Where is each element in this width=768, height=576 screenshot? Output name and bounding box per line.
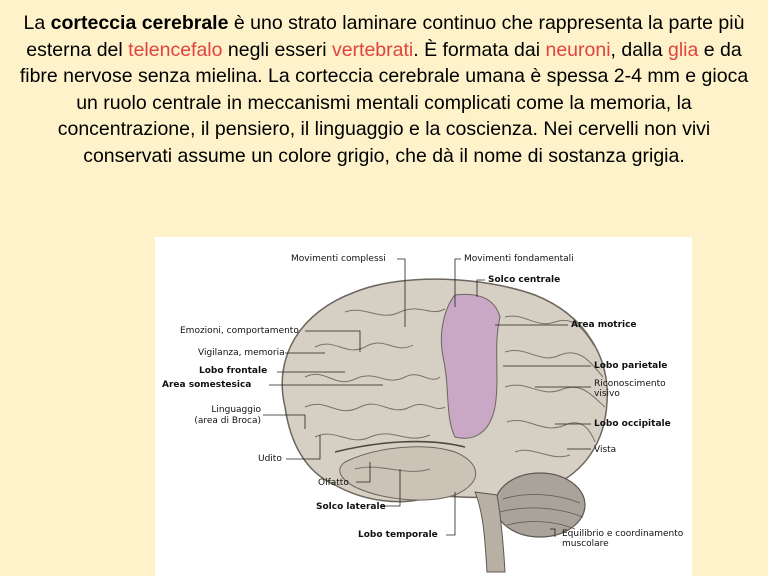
- link-vertebrati[interactable]: vertebrati: [331, 38, 414, 61]
- label-solco-laterale: Solco laterale: [316, 502, 386, 512]
- label-area-motrice: Area motrice: [571, 320, 637, 330]
- brain-diagram: [155, 237, 692, 576]
- label-lobo-occipitale: Lobo occipitale: [594, 419, 671, 429]
- label-emozioni-comportamento: Emozioni, comportamento: [180, 326, 299, 336]
- label-vista: Vista: [594, 445, 617, 455]
- text-run: , dalla: [610, 38, 668, 61]
- label-riconoscimento: Riconoscimento: [594, 379, 666, 389]
- label-olfatto: Olfatto: [318, 478, 349, 488]
- slide-paragraph: [18, 10, 750, 169]
- link-glia[interactable]: glia: [668, 38, 699, 61]
- text-run: e da fibre nervose senza mielina. La corteccia cerebrale umana è spessa 2-4 mm e gioca un ruolo centrale in meccanismi mentali complicati come la memoria, la concentrazione, il pensiero, il linguaggio e la coscienza. Nei cervelli non vivi conservati assume un colore grigio, che dà il nome di sostanza grigia.: [19, 38, 749, 167]
- label-muscolare: muscolare: [562, 539, 609, 549]
- link-telencefalo[interactable]: telencefalo: [128, 38, 223, 61]
- text-run: è uno strato laminare continuo che rappresenta la parte più esterna del: [26, 12, 745, 61]
- link-neuroni[interactable]: neuroni: [545, 38, 611, 61]
- label-equilibrio-coordinamento: Equilibrio e coordinamento: [562, 529, 684, 539]
- term-corteccia-cerebrale: corteccia cerebrale: [50, 12, 229, 34]
- text-run: La: [23, 12, 51, 34]
- label-area-somestesica: Area somestesica: [162, 380, 252, 390]
- label-solco-centrale: Solco centrale: [488, 275, 561, 285]
- label-movimenti-complessi: Movimenti complessi: [291, 254, 386, 264]
- label-vigilanza-memoria: Vigilanza, memoria: [198, 348, 285, 358]
- label-lobo-frontale: Lobo frontale: [199, 366, 268, 376]
- label-riconoscimento-visivo: visivo: [594, 389, 620, 399]
- label-area-di-broca: (area di Broca): [194, 416, 261, 426]
- label-movimenti-fondamentali: Movimenti fondamentali: [464, 254, 574, 264]
- text-run: . È formata dai: [413, 38, 546, 61]
- text-run: negli esseri: [222, 38, 332, 61]
- label-linguaggio: Linguaggio: [211, 405, 261, 415]
- motor-strip: [441, 294, 500, 438]
- label-lobo-parietale: Lobo parietale: [594, 361, 668, 371]
- label-udito: Udito: [258, 454, 282, 464]
- label-lobo-temporale: Lobo temporale: [358, 530, 438, 540]
